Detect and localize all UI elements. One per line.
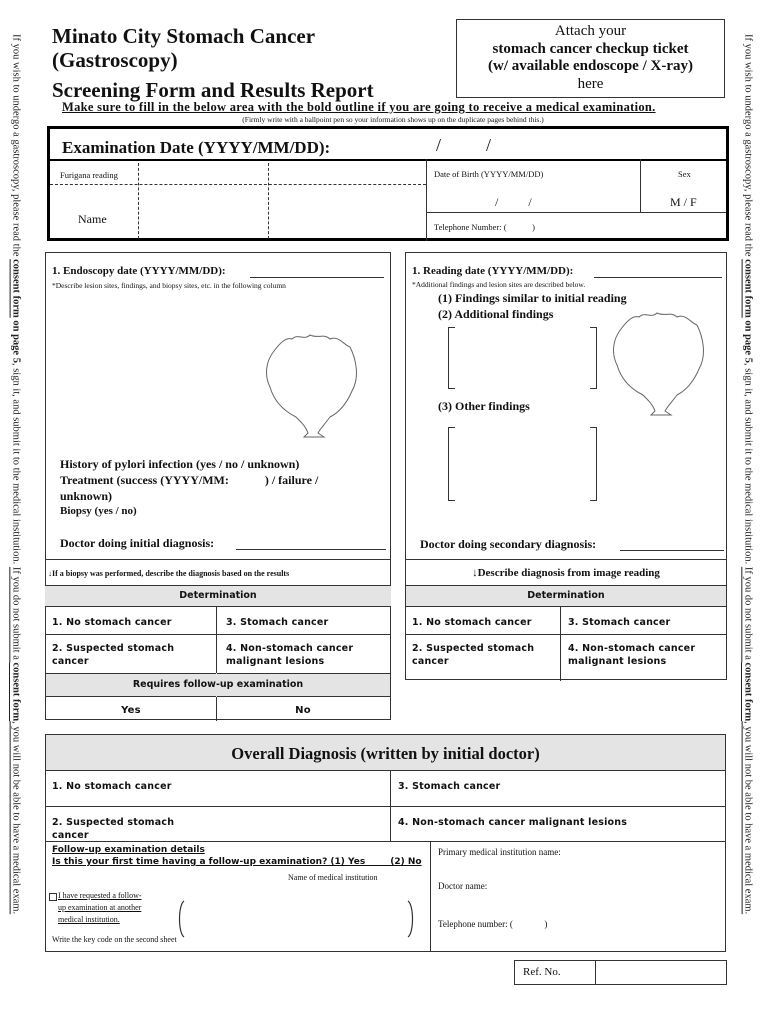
sex-label: Sex: [678, 169, 691, 179]
side-left-consent: consent form: [10, 259, 22, 318]
initial-reading-panel: [45, 252, 391, 720]
side-right-consent-2: consent form: [742, 662, 754, 722]
side-instruction-right: [742, 34, 753, 914]
stomach-diagram-right: [603, 307, 715, 421]
telephone-number-label[interactable]: Telephone number: ( ): [438, 919, 548, 929]
right-opt-cancer[interactable]: 3. Stomach cancer: [568, 617, 671, 628]
right-determination-header: Determination: [527, 590, 605, 601]
side-right-text-3: , sign it, and submit it to the medical institution.: [742, 362, 754, 567]
endoscopy-date-label: 1. Endoscopy date (YYYY/MM/DD):: [52, 265, 226, 277]
overall-opt-suspected[interactable]: 2. Suspected stomach: [52, 817, 175, 828]
biopsy-option[interactable]: Biopsy (yes / no): [60, 505, 137, 517]
notice-bold: Make sure to fill in the below area with the bold outline if you are going to receive a medical examination.: [62, 100, 656, 114]
side-right-text-4: If you do not submit a: [742, 566, 754, 663]
ticket-line-4: here: [577, 75, 604, 92]
form-title: [52, 24, 374, 102]
notice-small: (Firmly write with a ballpoint pen so your information shows up on the duplicate pages behind this.): [242, 115, 544, 124]
side-left-text-3: , sign it, and submit it to the medical institution.: [10, 362, 22, 567]
left-opt-suspected-2: cancer: [52, 656, 89, 667]
dob-label: Date of Birth (YYYY/MM/DD): [434, 169, 544, 179]
ticket-line-3: (w/ available endoscope / X-ray): [488, 58, 693, 74]
exam-date-field[interactable]: / /: [436, 135, 492, 155]
ref-no-box: [514, 960, 727, 985]
right-opt-no-cancer[interactable]: 1. No stomach cancer: [412, 617, 532, 628]
exam-date-label: Examination Date (YYYY/MM/DD):: [62, 138, 331, 157]
right-opt-non-cancer[interactable]: 4. Non-stomach cancer: [568, 643, 696, 654]
title-line-3: Screening Form and Results Report: [52, 78, 374, 102]
describe-note: *Describe lesion sites, findings, and biopsy sites, etc. in the following column: [52, 281, 286, 290]
ref-no-label: Ref. No.: [523, 966, 561, 978]
requested-line-1: I have requested a follow-: [58, 891, 142, 900]
ticket-line-1: Attach your: [554, 23, 627, 39]
side-right-consent: consent form: [742, 259, 754, 318]
treatment-line-2: unknown): [60, 489, 113, 503]
side-right-text-1: If you wish to undergo a gastroscopy, please read the: [742, 34, 754, 260]
inst-name-label: Name of medical institution: [288, 873, 378, 882]
title-line-2: (Gastroscopy): [52, 48, 178, 72]
side-left-consent-2: consent form: [10, 662, 22, 722]
overall-title: Overall Diagnosis (written by initial doctor): [231, 744, 540, 763]
overall-opt-suspected-2: cancer: [52, 830, 89, 841]
secondary-doctor-label: Doctor doing secondary diagnosis:: [420, 537, 597, 551]
left-opt-non-cancer-2: malignant lesions: [226, 656, 325, 667]
side-left-text-6: , you will not be able to have a medical exam.: [10, 721, 22, 915]
side-left-text-1: If you wish to undergo a gastroscopy, please read the: [10, 34, 22, 260]
endoscopy-date-field[interactable]: [250, 277, 384, 278]
left-determination-header: Determination: [179, 590, 257, 601]
side-right-text-6: , you will not be able to have a medical exam.: [742, 721, 754, 915]
requested-line-2: up examination at another: [58, 903, 142, 912]
primary-institution-label[interactable]: Primary medical institution name:: [438, 847, 561, 857]
secondary-reading-panel: [405, 252, 727, 680]
finding-additional[interactable]: (2) Additional findings: [438, 307, 554, 321]
name-label: Name: [78, 212, 107, 226]
secondary-doctor-field[interactable]: [620, 550, 724, 551]
finding-similar[interactable]: (1) Findings similar to initial reading: [438, 291, 627, 305]
left-opt-non-cancer[interactable]: 4. Non-stomach cancer: [226, 643, 354, 654]
telephone-field[interactable]: Telephone Number: ( ): [434, 222, 535, 232]
initial-doctor-label: Doctor doing initial diagnosis:: [60, 536, 215, 550]
side-right-page: on page 5: [742, 317, 754, 363]
dob-field[interactable]: / /: [495, 195, 532, 209]
side-left-text-4: If you do not submit a: [10, 566, 22, 663]
overall-opt-no-cancer[interactable]: 1. No stomach cancer: [52, 781, 172, 792]
institution-name-field[interactable]: [176, 899, 416, 939]
requested-checkbox[interactable]: [49, 893, 57, 901]
pylori-history[interactable]: History of pylori infection (yes / no / unknown): [60, 457, 300, 471]
ref-no-field[interactable]: [596, 961, 726, 984]
additional-note: *Additional findings and lesion sites are described below.: [412, 280, 586, 289]
followup-yes[interactable]: Yes: [121, 705, 141, 716]
stomach-diagram: [256, 329, 368, 443]
describe-image-reading: ↓Describe diagnosis from image reading: [472, 567, 660, 579]
first-time-question[interactable]: Is this your first time having a follow-up examination? (1) Yes (2) No: [52, 857, 422, 867]
overall-opt-non-cancer[interactable]: 4. Non-stomach cancer malignant lesions: [398, 817, 628, 828]
overall-opt-cancer[interactable]: 3. Stomach cancer: [398, 781, 501, 792]
side-left-page: on page 5: [10, 317, 22, 363]
right-opt-suspected-2: cancer: [412, 656, 449, 667]
name-field[interactable]: [140, 187, 426, 237]
ticket-attach-box: [456, 19, 725, 98]
furigana-label: Furigana reading: [60, 170, 118, 180]
side-instruction-left: [10, 34, 21, 914]
overall-diagnosis-box: [45, 734, 726, 952]
ticket-line-2: stomach cancer checkup ticket: [492, 40, 689, 57]
biopsy-note: ↓If a biopsy was performed, describe the diagnosis based on the results: [48, 569, 290, 578]
left-opt-no-cancer[interactable]: 1. No stomach cancer: [52, 617, 172, 628]
initial-doctor-field[interactable]: [236, 549, 386, 550]
finding-other[interactable]: (3) Other findings: [438, 399, 530, 413]
requested-line-3: medical institution.: [58, 915, 120, 924]
left-opt-cancer[interactable]: 3. Stomach cancer: [226, 617, 329, 628]
left-opt-suspected[interactable]: 2. Suspected stomach: [52, 643, 175, 654]
followup-no[interactable]: No: [295, 705, 311, 716]
followup-required-label: Requires follow-up examination: [132, 679, 304, 690]
followup-details-label: Follow-up examination details: [52, 845, 205, 855]
patient-info-box: [47, 126, 729, 241]
right-opt-non-cancer-2: malignant lesions: [568, 656, 667, 667]
sex-field[interactable]: M / F: [670, 195, 697, 209]
doctor-name-label[interactable]: Doctor name:: [438, 881, 488, 891]
treatment-line-1[interactable]: Treatment (success (YYYY/MM: ) / failure /: [60, 473, 319, 487]
key-code-note: Write the key code on the second sheet: [52, 935, 177, 944]
title-line-1: Minato City Stomach Cancer: [52, 24, 316, 48]
reading-date-field[interactable]: [594, 277, 722, 278]
right-opt-suspected[interactable]: 2. Suspected stomach: [412, 643, 535, 654]
reading-date-label: 1. Reading date (YYYY/MM/DD):: [412, 265, 574, 277]
